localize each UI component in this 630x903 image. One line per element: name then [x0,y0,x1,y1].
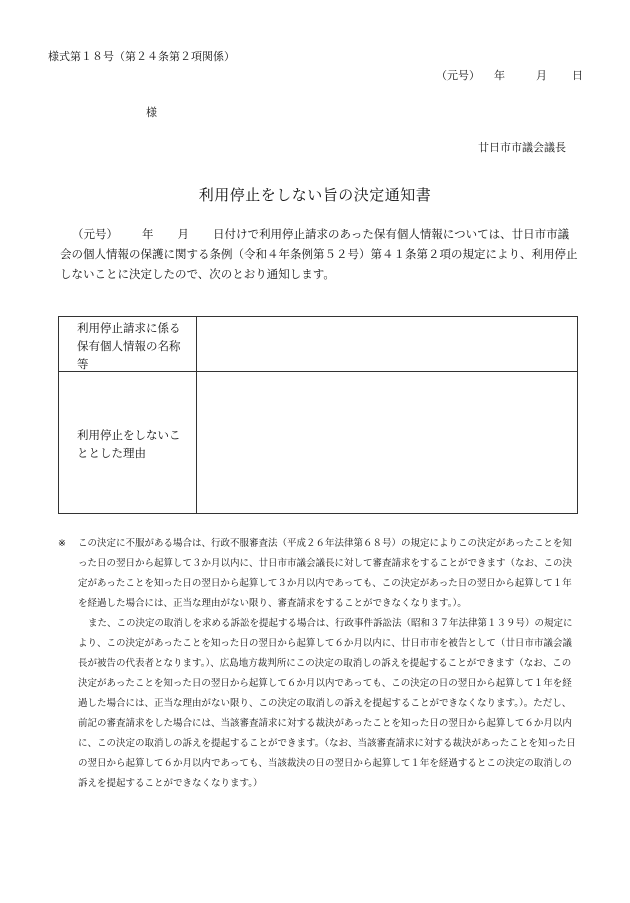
lawsuit-note: また、この決定の取消しを求める訴訟を提起する場合は、行政事件訴訟法（昭和３７年法律第１３９号）の規定により、この決定があったことを知った日の翌日から起算して６か月以内に、廿日市市を被告として（廿日市市議会議長が被告の代表者となります。）、広島地方裁判所にこの決定の取消しの訴えを提起することができます（なお、この決定があったことを知った日の翌日から起算して６か月以内であっても、この決定の日の翌日から起算して１年を経過した場合には、正当な理由がない限り、この決定の取消しの訴えを提起することができなくなります。）。ただし、前記の審査請求をした場合には、当該審査請求に対する裁決があったことを知った日の翌日から起算して６か月以内に、この決定の取消しの訴えを提起することができます。（なお、当該審査請求に対する裁決があったことを知った日の翌日から起算して６か月以内であっても、当該裁決の日の翌日から起算して１年を経過するとこの決定の取消しの訴えを提起することができなくなります。） [78,618,576,789]
body-year: 年 [142,227,154,241]
body-text: 日付けで利用停止請求のあった保有個人情報については、廿日市市議会の個人情報の保護に関する条例（令和４年条例第５２号）第４１条第２項の規定により、利用停止しないことに決定したので、次のとおり通知します。 [60,227,578,281]
info-name-label: 利用停止請求に係る保有個人情報の名称等 [59,317,197,371]
date-era: （元号） [436,69,480,82]
appeal-note: この決定に不服がある場合は、行政不服審査法（平成２６年法律第６８号）の規定によりこの決定があったことを知った日の翌日から起算して３か月以内に、廿日市市議会議長に対して審査請求をすることができます（なお、この決定があったことを知った日の翌日から起算して３か月以内であっても、この決定があった日の翌日から起算して１年を経過した場合には、正当な理由がない限り、審査請求をすることができなくなります。）。 [78,538,573,609]
notes-section [58,534,580,794]
notice-body [60,224,580,284]
info-name-value [197,317,577,371]
table-row [59,371,577,513]
reason-value [197,371,577,513]
date-day: 日 [572,69,583,82]
document-title: 利用停止をしない旨の決定通知書 [198,186,432,204]
body-month: 月 [177,227,189,241]
reason-label: 利用停止をしないこととした理由 [59,371,197,513]
date-month: 月 [536,69,547,82]
issue-date [436,67,583,83]
date-year: 年 [494,69,505,82]
addressee-suffix: 様 [146,106,157,119]
note-mark: ※ [58,538,66,549]
sender: 廿日市市議会議長 [478,141,566,154]
table-row [59,317,577,372]
body-era: （元号） [72,227,118,241]
info-table [58,316,578,514]
form-number: 様式第１８号（第２４条第２項関係） [48,50,235,63]
